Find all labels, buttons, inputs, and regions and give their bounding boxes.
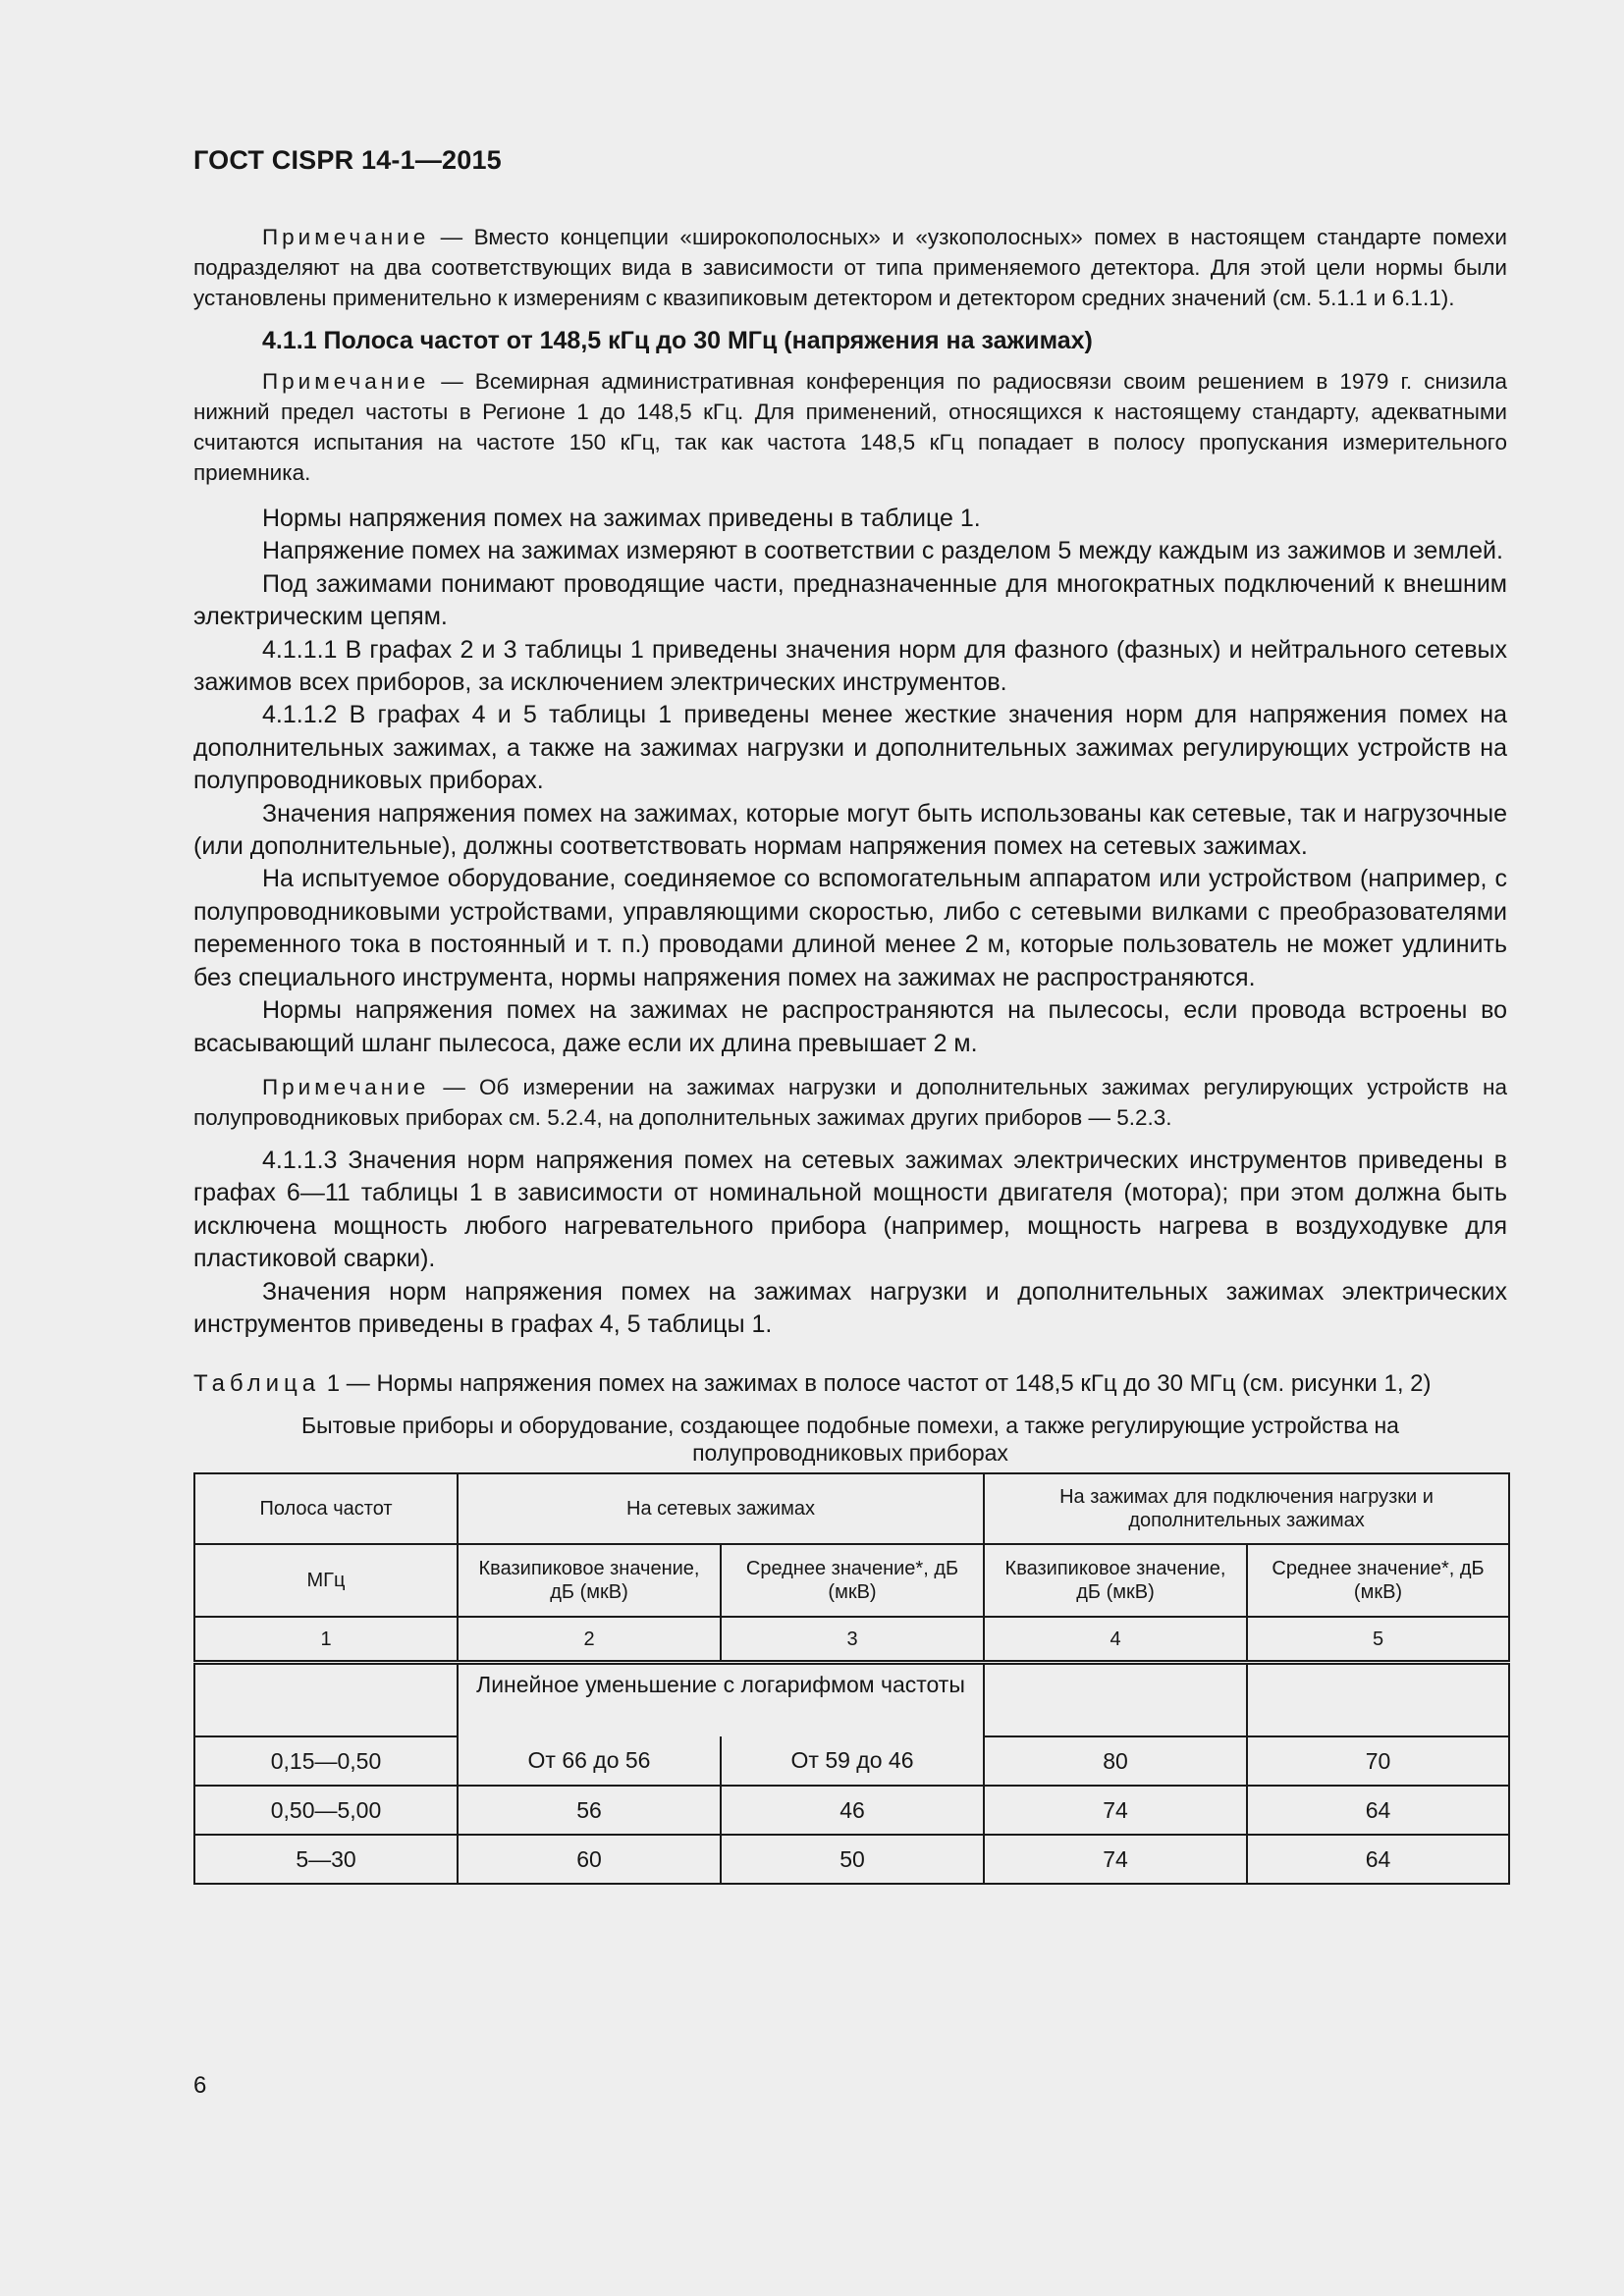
paragraph: Нормы напряжения помех на зажимах не распространяются на пылесосы, если провода встроены во всасывающий шланг пылесоса, даже если их длина превышает 2 м. — [193, 996, 1507, 1057]
cell-qp-load: 74 — [984, 1835, 1247, 1884]
note-text: — Об измерении на зажимах нагрузки и дополнительных зажимах регулирующих устройств на полупроводниковых приборах см. 5.2.4, на дополнительных зажимах других приборов — 5.2.3. — [193, 1074, 1507, 1130]
header-load-terminals: На зажимах для подключения нагрузки и дополнительных зажимах — [984, 1473, 1509, 1544]
empty-cell — [194, 1662, 458, 1736]
column-number: 4 — [984, 1617, 1247, 1662]
header-mains-terminals: На сетевых зажимах — [458, 1473, 984, 1544]
paragraph: Нормы напряжения помех на зажимах приведены в таблице 1. — [262, 505, 981, 532]
paragraph: Под зажимами понимают проводящие части, предназначенные для многократных подключений к внешним электрическим цепям. — [193, 569, 1507, 631]
table-caption-label: Таблица — [193, 1370, 321, 1398]
cell-band: 5—30 — [194, 1835, 458, 1884]
cell-qp-load: 80 — [984, 1736, 1247, 1786]
document-header: ГОСТ CISPR 14-1—2015 — [193, 145, 502, 175]
column-number: 5 — [1247, 1617, 1509, 1662]
note-label: Примечание — [262, 369, 430, 394]
linear-decrease-note: Линейное уменьшение с логарифмом частоты — [458, 1662, 984, 1736]
paragraph: Значения норм напряжения помех на зажимах нагрузки и дополнительных зажимах электрических инструментов приведены в графах 4, 5 таблицы 1. — [193, 1277, 1507, 1338]
header-average-mains: Среднее значение*, дБ (мкВ) — [721, 1544, 984, 1617]
cell-avg-mains: 46 — [721, 1786, 984, 1835]
table-caption-text: 1 — Нормы напряжения помех на зажимах в полосе частот от 148,5 кГц до 30 МГц (см. рисунки 1, 2) — [320, 1370, 1432, 1398]
section-heading: 4.1.1 Полоса частот от 148,5 кГц до 30 МГц (напряжения на зажимах) — [262, 327, 1093, 354]
cell-avg-load: 70 — [1247, 1736, 1509, 1786]
cell-avg-load: 64 — [1247, 1786, 1509, 1835]
cell-avg-load: 64 — [1247, 1835, 1509, 1884]
column-number: 3 — [721, 1617, 984, 1662]
paragraph: Значения напряжения помех на зажимах, которые могут быть использованы как сетевые, так и нагрузочные (или дополнительные), должны соответствовать нормам напряжения помех на сетевых зажимах. — [193, 799, 1507, 861]
note-2 — [193, 366, 1507, 488]
paragraph-4-1-1-2: 4.1.1.2 В графах 4 и 5 таблицы 1 приведены менее жесткие значения норм для напряжения помех на дополнительных зажимах, а также на зажимах нагрузки и дополнительных зажимах регулирующих устройств на полупроводниковых приборах. — [193, 701, 1507, 795]
paragraph-4-1-1-1: 4.1.1.1 В графах 2 и 3 таблицы 1 приведены значения норм для фазного (фазных) и нейтрального сетевых зажимов всех приборов, за исключением электрических инструментов. — [193, 635, 1507, 697]
cell-band: 0,50—5,00 — [194, 1786, 458, 1835]
header-frequency-band: Полоса частот — [194, 1473, 458, 1544]
column-number: 2 — [458, 1617, 721, 1662]
table-subtitle: Бытовые приборы и оборудование, создающее подобные помехи, а также регулирующие устройства на полупроводниковых приборах — [301, 1413, 1399, 1467]
limits-table — [193, 1472, 1510, 1885]
cell-qp-mains: 56 — [458, 1786, 721, 1835]
header-quasi-peak-load: Квазипиковое значение, дБ (мкВ) — [984, 1544, 1247, 1617]
table-caption — [193, 1368, 1507, 1400]
note-text: — Всемирная административная конференция по радиосвязи своим решением в 1979 г. снизила нижний предел частоты в Регионе 1 до 148,5 кГц. Для применений, относящихся к настоящему стандарту, адекватными считаются испытания на частоте 150 кГц, так как частота 148,5 кГц попадает в полосу пропускания измерительного приемника. — [193, 369, 1507, 485]
cell-band: 0,15—0,50 — [194, 1736, 458, 1786]
cell-avg-mains: 50 — [721, 1835, 984, 1884]
table-row — [194, 1786, 1509, 1835]
paragraph: На испытуемое оборудование, соединяемое со вспомогательным аппаратом или устройством (например, с полупроводниковыми устройствами, управляющими скоростью, либо с сетевыми вилками с преобразователями переменного тока в постоянный и т. п.) проводами длиной менее 2 м, которые пользователь не может удлинить без специального инструмента, нормы напряжения помех на зажимах не распространяются. — [193, 865, 1507, 991]
note-label: Примечание — [262, 1074, 430, 1099]
note-1 — [193, 222, 1507, 313]
paragraph: Напряжение помех на зажимах измеряют в соответствии с разделом 5 между каждым из зажимов и землей. — [262, 537, 1503, 565]
cell-avg-mains: От 59 до 46 — [721, 1736, 984, 1786]
header-quasi-peak-mains: Квазипиковое значение, дБ (мкВ) — [458, 1544, 721, 1617]
header-unit: МГц — [194, 1544, 458, 1617]
note-3 — [193, 1072, 1507, 1133]
note-text: — Вместо концепции «широкополосных» и «узкополосных» помех в настоящем стандарте помехи подразделяют на два соответствующих вида в зависимости от типа применяемого детектора. Для этой цели нормы были установлены применительно к измерениям с квазипиковым детектором и детектором средних значений (см. 5.1.1 и 6.1.1). — [193, 225, 1507, 310]
cell-qp-mains: От 66 до 56 — [458, 1736, 721, 1786]
page-number: 6 — [193, 2072, 207, 2099]
page-content — [193, 222, 1507, 1885]
empty-cell — [1247, 1662, 1509, 1736]
empty-cell — [984, 1662, 1247, 1736]
table-row — [194, 1835, 1509, 1884]
header-average-load: Среднее значение*, дБ (мкВ) — [1247, 1544, 1509, 1617]
paragraph-4-1-1-3: 4.1.1.3 Значения норм напряжения помех на сетевых зажимах электрических инструментов приведены в графах 6—11 таблицы 1 в зависимости от номинальной мощности двигателя (мотора); при этом должна быть исключена мощность любого нагревательного прибора (например, мощность нагрева в воздуходувке для пластиковой сварки). — [193, 1146, 1507, 1273]
table-row — [194, 1736, 1509, 1786]
note-label: Примечание — [262, 225, 430, 249]
column-number: 1 — [194, 1617, 458, 1662]
cell-qp-load: 74 — [984, 1786, 1247, 1835]
cell-qp-mains: 60 — [458, 1835, 721, 1884]
